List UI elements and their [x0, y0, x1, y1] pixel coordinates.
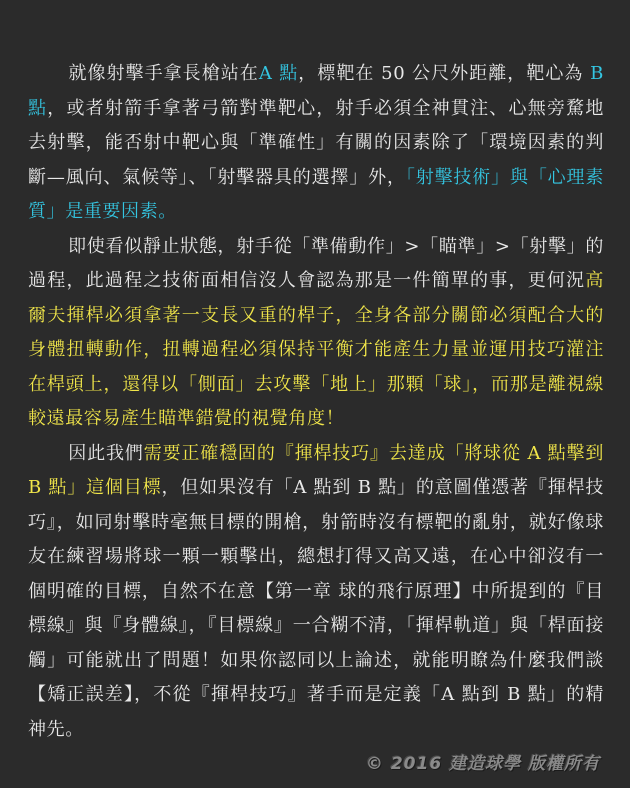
highlight-segment: 高爾夫揮桿必須拿著一支長又重的桿子，全身各部分關節必須配合大的身體扭轉動作，扭轉過程必須保持平衡才能產生力量並運用技巧灌注在桿頭上，還得以「側面」去攻擊「地上」那顆「球」，而那是離視線較遠最容易產生瞄準錯覺的視覺角度！	[28, 270, 604, 429]
text-segment: ，但如果沒有「A 點到 B 點」的意圖僅憑著『揮桿技巧』，如同射擊時毫無目標的開槍，射箭時沒有標靶的亂射，就好像球友在練習場將球一顆一顆擊出，總想打得又高又遠，在心中卻沒有一個明確的目標，自然不在意【第一章 球的飛行原理】中所提到的『目標線』與『身體線』，『目標線』一合糊不清，「揮桿軌道」與「桿面接觸」可能就出了問題！如果你認同以上論述，就能明瞭為什麼我們談【矯正誤差】，不從『揮桿技巧』著手而是定義「A 點到 B 點」的精神先。	[28, 477, 605, 740]
text-segment: 即使看似靜止狀態，射手從「準備動作」>「瞄準」>「射擊」的過程，此過程之技術面相信沒人會認為那是一件簡單的事，更何況	[28, 235, 604, 291]
paragraph-2	[28, 230, 604, 437]
highlight-segment: 需要正確穩固的『揮桿技巧』去達成「將球從 A 點擊到 B 點」這個目標	[28, 442, 604, 498]
highlight-segment: 「射擊技術」與「心理素質」是重要因素。	[28, 166, 604, 222]
text-segment: 因此我們	[68, 442, 144, 464]
paragraph-1	[28, 57, 604, 230]
text-segment: ，標靶在 50 公尺外距離，靶心為	[298, 63, 591, 84]
text-segment: ，或者射箭手拿著弓箭對準靶心，射手必須全神貫注、心無旁騖地去射擊，能否射中靶心與「準確性」有關的因素除了「環境因素的判斷—風向、氣候等」、「射擊器具的選擇」外，	[28, 97, 604, 188]
paragraph-3	[28, 437, 604, 748]
copyright-watermark: © 2016 建造球學 版權所有	[365, 754, 600, 774]
text-segment: 就像射擊手拿長槍站在	[68, 63, 259, 84]
highlight-segment: B 點	[28, 63, 604, 119]
highlight-segment: A 點	[258, 63, 299, 84]
